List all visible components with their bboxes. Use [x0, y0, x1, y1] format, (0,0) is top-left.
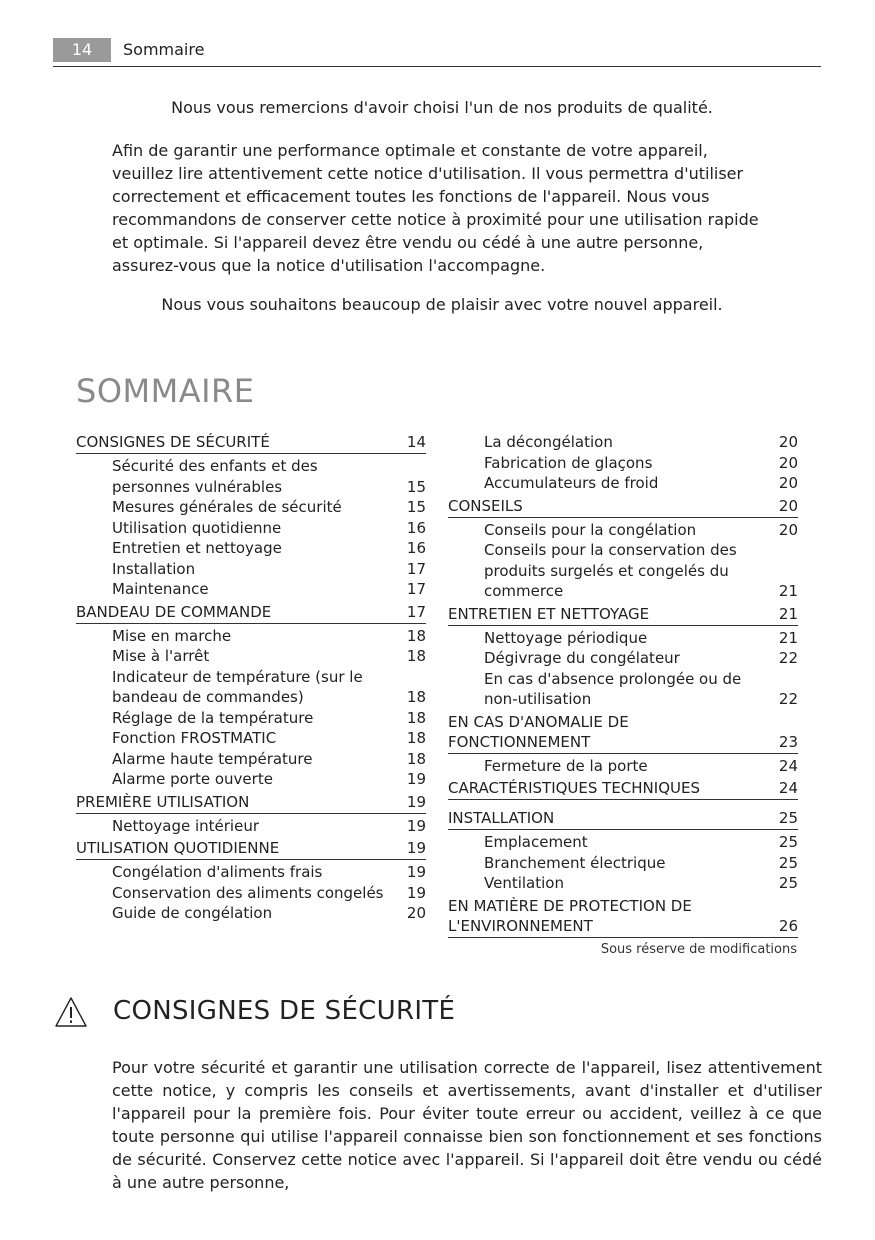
toc-section-entry-page: 23	[778, 732, 798, 751]
toc-subentry-page: 17	[406, 559, 426, 578]
toc-section-entry	[448, 494, 798, 518]
toc-subentry	[76, 646, 426, 667]
toc-subentry-page: 19	[406, 883, 426, 902]
toc-right-column	[448, 430, 798, 944]
safety-heading: CONSIGNES DE SÉCURITÉ	[113, 996, 456, 1026]
toc-section-entry-page: 19	[406, 792, 426, 811]
toc-subentry-page: 25	[778, 874, 798, 892]
toc-subentry	[448, 628, 798, 649]
toc-subentry	[76, 538, 426, 559]
toc-section-entry	[448, 806, 798, 830]
toc-section-entry-title: EN MATIÈRE DE PROTECTION DE L'ENVIRONNEMENT	[448, 896, 692, 935]
toc-subentry-title: En cas d'absence prolongée ou de non-utilisation	[484, 669, 742, 708]
toc-subentry	[448, 473, 798, 494]
toc-subentry	[76, 579, 426, 600]
toc-subentry	[76, 559, 426, 580]
toc-subentry-page: 19	[406, 863, 426, 881]
toc-section-entry	[448, 710, 798, 754]
toc-subentry	[76, 456, 426, 497]
toc-section-entry-title: EN CAS D'ANOMALIE DE FONCTIONNEMENT	[448, 712, 629, 751]
toc-subentry-page: 20	[406, 904, 426, 922]
toc-section-entry-page: 20	[778, 496, 798, 515]
toc-subentry	[448, 453, 798, 474]
toc-subentry-page: 18	[406, 647, 426, 665]
toc-subentry-page: 22	[778, 649, 798, 667]
toc-subentry	[76, 903, 426, 924]
toc-subentry-page: 18	[406, 688, 426, 706]
toc-subentry-title: Dégivrage du congélateur	[484, 649, 680, 667]
toc-left-column	[76, 430, 426, 924]
toc-subentry-page: 24	[778, 756, 798, 775]
toc-subentry-title: Nettoyage intérieur	[112, 816, 259, 835]
toc-subentry-page: 20	[778, 433, 798, 451]
toc-section-entry	[76, 790, 426, 814]
toc-subentry-page: 16	[406, 518, 426, 537]
toc-section-entry-title: PREMIÈRE UTILISATION	[76, 792, 250, 811]
toc-section-entry-page: 19	[406, 839, 426, 857]
toc-subentry	[76, 769, 426, 790]
toc-subentry-title: Indicateur de température (sur le bandeau de commandes)	[112, 667, 363, 706]
toc-subentry-title: Utilisation quotidienne	[112, 518, 282, 537]
toc-subentry-page: 21	[778, 628, 798, 647]
page-number: 14	[53, 38, 111, 62]
toc-subentry-title: Réglage de la température	[112, 708, 314, 727]
toc-subentry-title: Mise en marche	[112, 626, 232, 645]
toc-subentry-title: Mesures générales de sécurité	[112, 498, 342, 516]
toc-subentry	[448, 853, 798, 874]
toc-subentry-page: 15	[406, 498, 426, 516]
toc-subentry-title: Emplacement	[484, 833, 588, 851]
toc-subentry-page: 21	[778, 582, 798, 600]
toc-section-entry-page: 26	[778, 916, 798, 935]
toc-subentry	[448, 540, 798, 602]
toc-heading: SOMMAIRE	[76, 372, 255, 410]
page-header	[53, 38, 821, 67]
safety-intro-text: Pour votre sécurité et garantir une utilisation correcte de l'appareil, lisez attentivement cette notice, y compris les conseils et avertissements, avant d'installer et d'utiliser l'appareil pour la première fois. Pour éviter toute erreur ou accident, veillez à ce que toute personne qui utilise l'appareil connaisse bien son fonctionnement et ses fonctions de sécurité. Conservez cette notice avec l'appareil. Si l'appareil doit être vendu ou cédé à une autre personne,	[112, 1058, 822, 1192]
toc-subentry-title: Mise à l'arrêt	[112, 647, 210, 665]
toc-subentry	[76, 728, 426, 749]
toc-subentry	[448, 873, 798, 894]
toc-section-entry-title: BANDEAU DE COMMANDE	[76, 602, 272, 621]
toc-subentry-title: Maintenance	[112, 580, 209, 598]
toc-subentry-title: Fonction FROSTMATIC	[112, 729, 277, 747]
toc-subentry-title: Fabrication de glaçons	[484, 453, 653, 472]
intro-thanks: Nous vous remercions d'avoir choisi l'un de nos produits de qualité.	[171, 98, 713, 117]
toc-subentry	[76, 518, 426, 539]
toc-section-entry	[76, 430, 426, 454]
toc-subentry-title: Fermeture de la porte	[484, 756, 648, 775]
toc-subentry-page: 20	[778, 474, 798, 492]
toc-subentry-page: 25	[778, 853, 798, 872]
toc-subentry-title: Branchement électrique	[484, 853, 666, 872]
toc-section-entry-title: CARACTÉRISTIQUES TECHNIQUES	[448, 779, 700, 797]
toc-subentry	[76, 708, 426, 729]
toc-subentry-page: 18	[406, 749, 426, 768]
warning-icon	[54, 996, 88, 1028]
toc-subentry-title: Conservation des aliments congelés	[112, 883, 384, 902]
toc-subentry	[448, 520, 798, 541]
toc-subentry	[76, 862, 426, 883]
toc-section-entry-title: ENTRETIEN ET NETTOYAGE	[448, 604, 650, 623]
toc-subentry-page: 19	[406, 770, 426, 788]
toc-subentry-page: 18	[406, 729, 426, 747]
toc-subentry	[448, 756, 798, 777]
toc-subentry-title: Ventilation	[484, 874, 564, 892]
toc-subentry-title: Entretien et nettoyage	[112, 539, 282, 557]
toc-subentry	[448, 432, 798, 453]
toc-section-entry-title: CONSEILS	[448, 496, 523, 515]
toc-section-entry-title: CONSIGNES DE SÉCURITÉ	[76, 433, 270, 451]
toc-subentry-page: 19	[406, 816, 426, 835]
toc-subentry-page: 18	[406, 708, 426, 727]
toc-subentry-title: Conseils pour la congélation	[484, 520, 697, 539]
modification-note: Sous réserve de modifications	[600, 942, 797, 957]
toc-subentry-title: Congélation d'aliments frais	[112, 863, 323, 881]
toc-section-entry	[76, 600, 426, 624]
toc-subentry-page: 18	[406, 626, 426, 645]
toc-section-entry	[448, 894, 798, 938]
toc-subentry	[448, 832, 798, 853]
toc-section-entry-page: 17	[406, 602, 426, 621]
toc-subentry	[76, 497, 426, 518]
toc-section-entry-page: 21	[778, 604, 798, 623]
toc-subentry-title: Alarme porte ouverte	[112, 770, 273, 788]
toc-section-entry	[76, 836, 426, 860]
toc-subentry-page: 17	[406, 580, 426, 598]
toc-section-entry-page: 25	[778, 809, 798, 827]
intro-body: Afin de garantir une performance optimale et constante de votre appareil, veuillez lire attentivement cette notice d'utilisation. Il vous permettra d'utiliser correctement et efficacement toutes les fonctions de l'appareil. Nous vous recommandons de conserver cette notice à proximité pour une utilisation rapide et optimale. Si l'appareil devez être vendu ou cédé à une autre personne, assurez-vous que la notice d'utilisation l'accompagne.	[112, 141, 759, 275]
toc-subentry	[76, 816, 426, 837]
toc-subentry-page: 16	[406, 539, 426, 557]
toc-section-entry-page: 24	[778, 779, 798, 797]
toc-subentry-title: Installation	[112, 559, 196, 578]
toc-subentry	[76, 626, 426, 647]
toc-section-entry-title: INSTALLATION	[448, 809, 555, 827]
header-title: Sommaire	[123, 40, 205, 59]
toc-subentry-page: 22	[778, 690, 798, 708]
toc-subentry-title: Nettoyage périodique	[484, 628, 648, 647]
toc-subentry-title: Guide de congélation	[112, 904, 273, 922]
toc-subentry-title: Accumulateurs de froid	[484, 474, 659, 492]
toc-subentry-page: 20	[778, 453, 798, 472]
toc-section-entry-page: 14	[406, 433, 426, 451]
toc-subentry	[76, 883, 426, 904]
toc-subentry	[448, 648, 798, 669]
toc-subentry-title: Alarme haute température	[112, 749, 313, 768]
toc-subentry-page: 20	[778, 520, 798, 539]
toc-subentry-page: 25	[778, 833, 798, 851]
toc-subentry	[76, 749, 426, 770]
intro-closing: Nous vous souhaitons beaucoup de plaisir avec votre nouvel appareil.	[161, 295, 723, 314]
toc-subentry	[448, 669, 798, 710]
toc-subentry-title: La décongélation	[484, 433, 613, 451]
toc-subentry	[76, 667, 426, 708]
toc-section-entry	[448, 602, 798, 626]
toc-subentry-title: Conseils pour la conservation des produits surgelés et congelés du commerce	[484, 541, 737, 600]
toc-subentry-page: 15	[406, 477, 426, 496]
toc-subentry-title: Sécurité des enfants et des personnes vulnérables	[112, 457, 318, 496]
toc-section-entry	[448, 776, 798, 800]
toc-section-entry-title: UTILISATION QUOTIDIENNE	[76, 839, 280, 857]
